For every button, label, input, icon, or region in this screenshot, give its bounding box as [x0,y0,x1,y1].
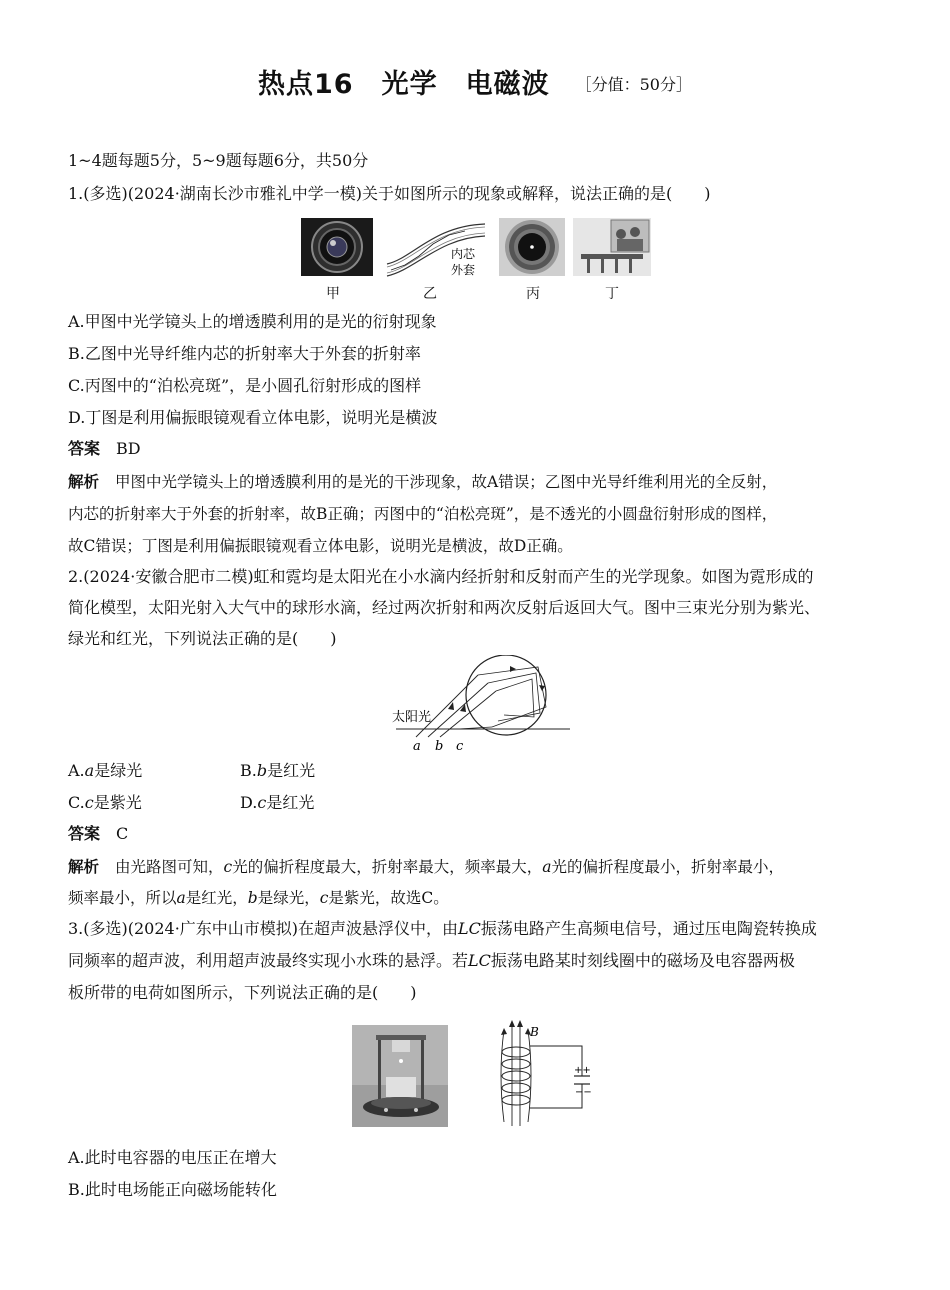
q3-stem-line-2: 同频率的超声波，利用超声波最终实现小水珠的悬浮。若LC振荡电路某时刻线圈中的磁场及电容器两极 [68,951,795,970]
q1-option-a: A.甲图中光学镜头上的增透膜利用的是光的衍射现象 [68,312,437,331]
q1-analysis-line-3: 故C错误；丁图是利用偏振眼镜观看立体电影，说明光是横波，故D正确。 [68,537,573,555]
q3-option-b: B.此时电场能正向磁场能转化 [68,1180,277,1199]
q2-option-b: B.b是红光 [240,761,316,780]
q1-answer-value: BD [116,439,141,458]
q2-analysis-line-2: 频率最小，所以a是红光，b是绿光，c是紫光，故选C。 [68,889,449,907]
q1-option-b: B.乙图中光导纤维内芯的折射率大于外套的折射率 [68,344,421,363]
ray-label-c: c [456,739,464,754]
intro-text: 1~4题每题5分，5~9题每题6分，共50分 [68,151,369,170]
q2-analysis-label: 解析 [68,858,100,876]
q3-lc-circuit [482,1018,592,1130]
q1-caption-bing: 丙 [526,286,540,302]
q1-caption-jia: 甲 [326,286,340,302]
q1-caption-yi: 乙 [423,286,437,302]
q3-levitator-photo [352,1025,448,1127]
q1-answer-label: 答案 [68,439,101,458]
q3-stem-line-3: 板所带的电荷如图所示，下列说法正确的是( ) [68,983,417,1002]
q2-option-a: A.a是绿光 [68,761,143,780]
q1-caption-ding: 丁 [605,286,619,302]
fiber-label-core: 内芯 [451,247,476,261]
q2-analysis-line-1: 解析 由光路图可知，c光的偏折程度最大，折射率最大，频率最大，a光的偏折程度最小，折射率最小， [68,858,784,876]
q2-option-c: C.c是紫光 [68,793,142,812]
q2-answer-value: C [116,824,129,843]
page-title: 热点16 光学 电磁波 [258,69,550,100]
q1-stem: 1.(多选)(2024·湖南长沙市雅礼中学一模)关于如图所示的现象或解释，说法正确的是( ) [68,184,711,203]
q1-figure-yi [383,218,489,280]
score-label: ［分值：50分］ [575,75,692,94]
q3-option-a: A.此时电容器的电压正在增大 [68,1148,277,1167]
sunlight-label: 太阳光 [392,710,432,725]
q2-stem-line-1: 2.(2024·安徽合肥市二模)虹和霓均是太阳光在小水滴内经折射和反射而产生的光学现象。如图为霓形成的 [68,567,814,586]
q1-figure-bing [499,218,565,276]
ray-label-b: b [435,739,444,754]
q1-answer [68,438,141,460]
q1-option-c: C.丙图中的“泊松亮斑”，是小圆孔衍射形成的图样 [68,376,422,395]
q2-option-d: D.c是红光 [240,793,315,812]
q2-droplet-diagram [388,655,570,755]
q1-option-d: D.丁图是利用偏振眼镜观看立体电影，说明光是横波 [68,408,438,427]
q3-stem-line-1: 3.(多选)(2024·广东中山市模拟)在超声波悬浮仪中，由LC振荡电路产生高频电信号，通过压电陶瓷转换成 [68,919,817,938]
q1-figure-jia [301,218,373,276]
q1-analysis-line-1: 解析 甲图中光学镜头上的增透膜利用的是光的干涉现象，故A错误；乙图中光导纤维利用光的全反射， [68,473,778,491]
q2-stem-line-3: 绿光和红光，下列说法正确的是( ) [68,629,337,648]
q2-answer [68,823,128,845]
q1-analysis-label: 解析 [68,473,100,491]
title-row [0,62,950,101]
svg-text:++: ++ [574,1065,591,1076]
magnetic-field-label: B [530,1025,539,1039]
q1-analysis-line-2: 内芯的折射率大于外套的折射率，故B正确；丙图中的“泊松亮斑”，是不透光的小圆盘衍射形成的图样， [68,505,778,523]
fiber-label-cladding: 外套 [451,263,476,277]
ray-label-a: a [413,739,421,754]
q2-stem-line-2: 简化模型，太阳光射入大气中的球形水滴，经过两次折射和两次反射后返回大气。图中三束光分别为紫光、 [68,598,821,617]
q1-figure-ding [573,218,651,276]
svg-text:−−: −− [575,1087,592,1098]
q2-answer-label: 答案 [68,824,101,843]
